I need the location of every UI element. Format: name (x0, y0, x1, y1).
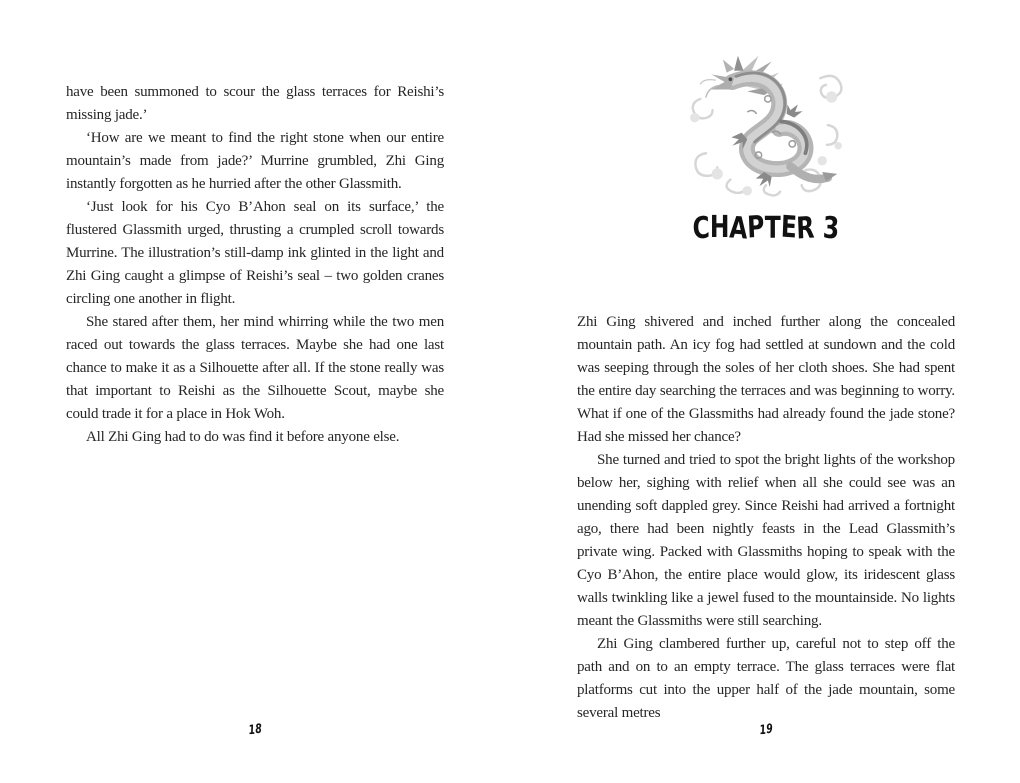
left-page-text (66, 81, 444, 449)
right-page-number-text: 19 (759, 722, 774, 739)
chapter-illustration (577, 52, 955, 207)
right-paragraph: Zhi Ging shivered and inched further along the concealed mountain path. An icy fog had settled at sundown and the cold was seeping through the soles of her cloth shoes. She had spent the entire day searching the terraces and was beginning to worry. What if one of the Glassmiths had already found the jade stone? Had she missed her chance? (577, 314, 955, 445)
right-page-number (577, 723, 955, 738)
right-page-text (577, 311, 955, 725)
dragon-cloud-illustration (681, 52, 851, 202)
chapter-heading-text: CHAPTER 3 (692, 209, 840, 247)
left-paragraph: She stared after them, her mind whirring while the two men raced out towards the glass terraces. Maybe she had one last chance to make it as a Silhouette after all. If the stone really was that important to Reishi as the Silhouette Scout, maybe she could trade it for a place in Hok Woh. (66, 314, 444, 422)
left-paragraph: ‘Just look for his Cyo B’Ahon seal on its surface,’ the flustered Glassmith urged, thrusting a crumpled scroll towards Murrine. The illustration’s still-damp ink glinted in the light and Zhi Ging caught a glimpse of Reishi’s seal – two golden cranes circling one another in flight. (66, 199, 444, 307)
left-page-number (66, 723, 444, 738)
left-paragraph: All Zhi Ging had to do was find it before anyone else. (86, 429, 400, 445)
right-paragraph: She turned and tried to spot the bright lights of the workshop below her, sighing with relief when all she could see was an unending soft dappled grey. Since Reishi had arrived a fortnight ago, there had been nightly feasts in the Lead Glassmith’s private wing. Packed with Glassmiths hoping to speak with the Cyo B’Ahon, the entire place would glow, its iridescent glass walls twinkling like a jewel fused to the mountainside. No lights meant the Glassmiths were still searching. (577, 452, 955, 629)
right-paragraph: Zhi Ging clambered further up, careful not to step off the path and on to an empty terrace. The glass terraces were flat platforms cut into the upper half of the jade mountain, some several metres (577, 636, 955, 721)
left-paragraph: ‘How are we meant to find the right stone when our entire mountain’s made from jade?’ Murrine grumbled, Zhi Ging instantly forgotten as he hurried after the other Glassmith. (66, 130, 444, 192)
chapter-heading (577, 211, 955, 246)
left-page-number-text: 18 (248, 722, 263, 739)
left-paragraph: have been summoned to scour the glass terraces for Reishi’s missing jade.’ (66, 84, 444, 123)
